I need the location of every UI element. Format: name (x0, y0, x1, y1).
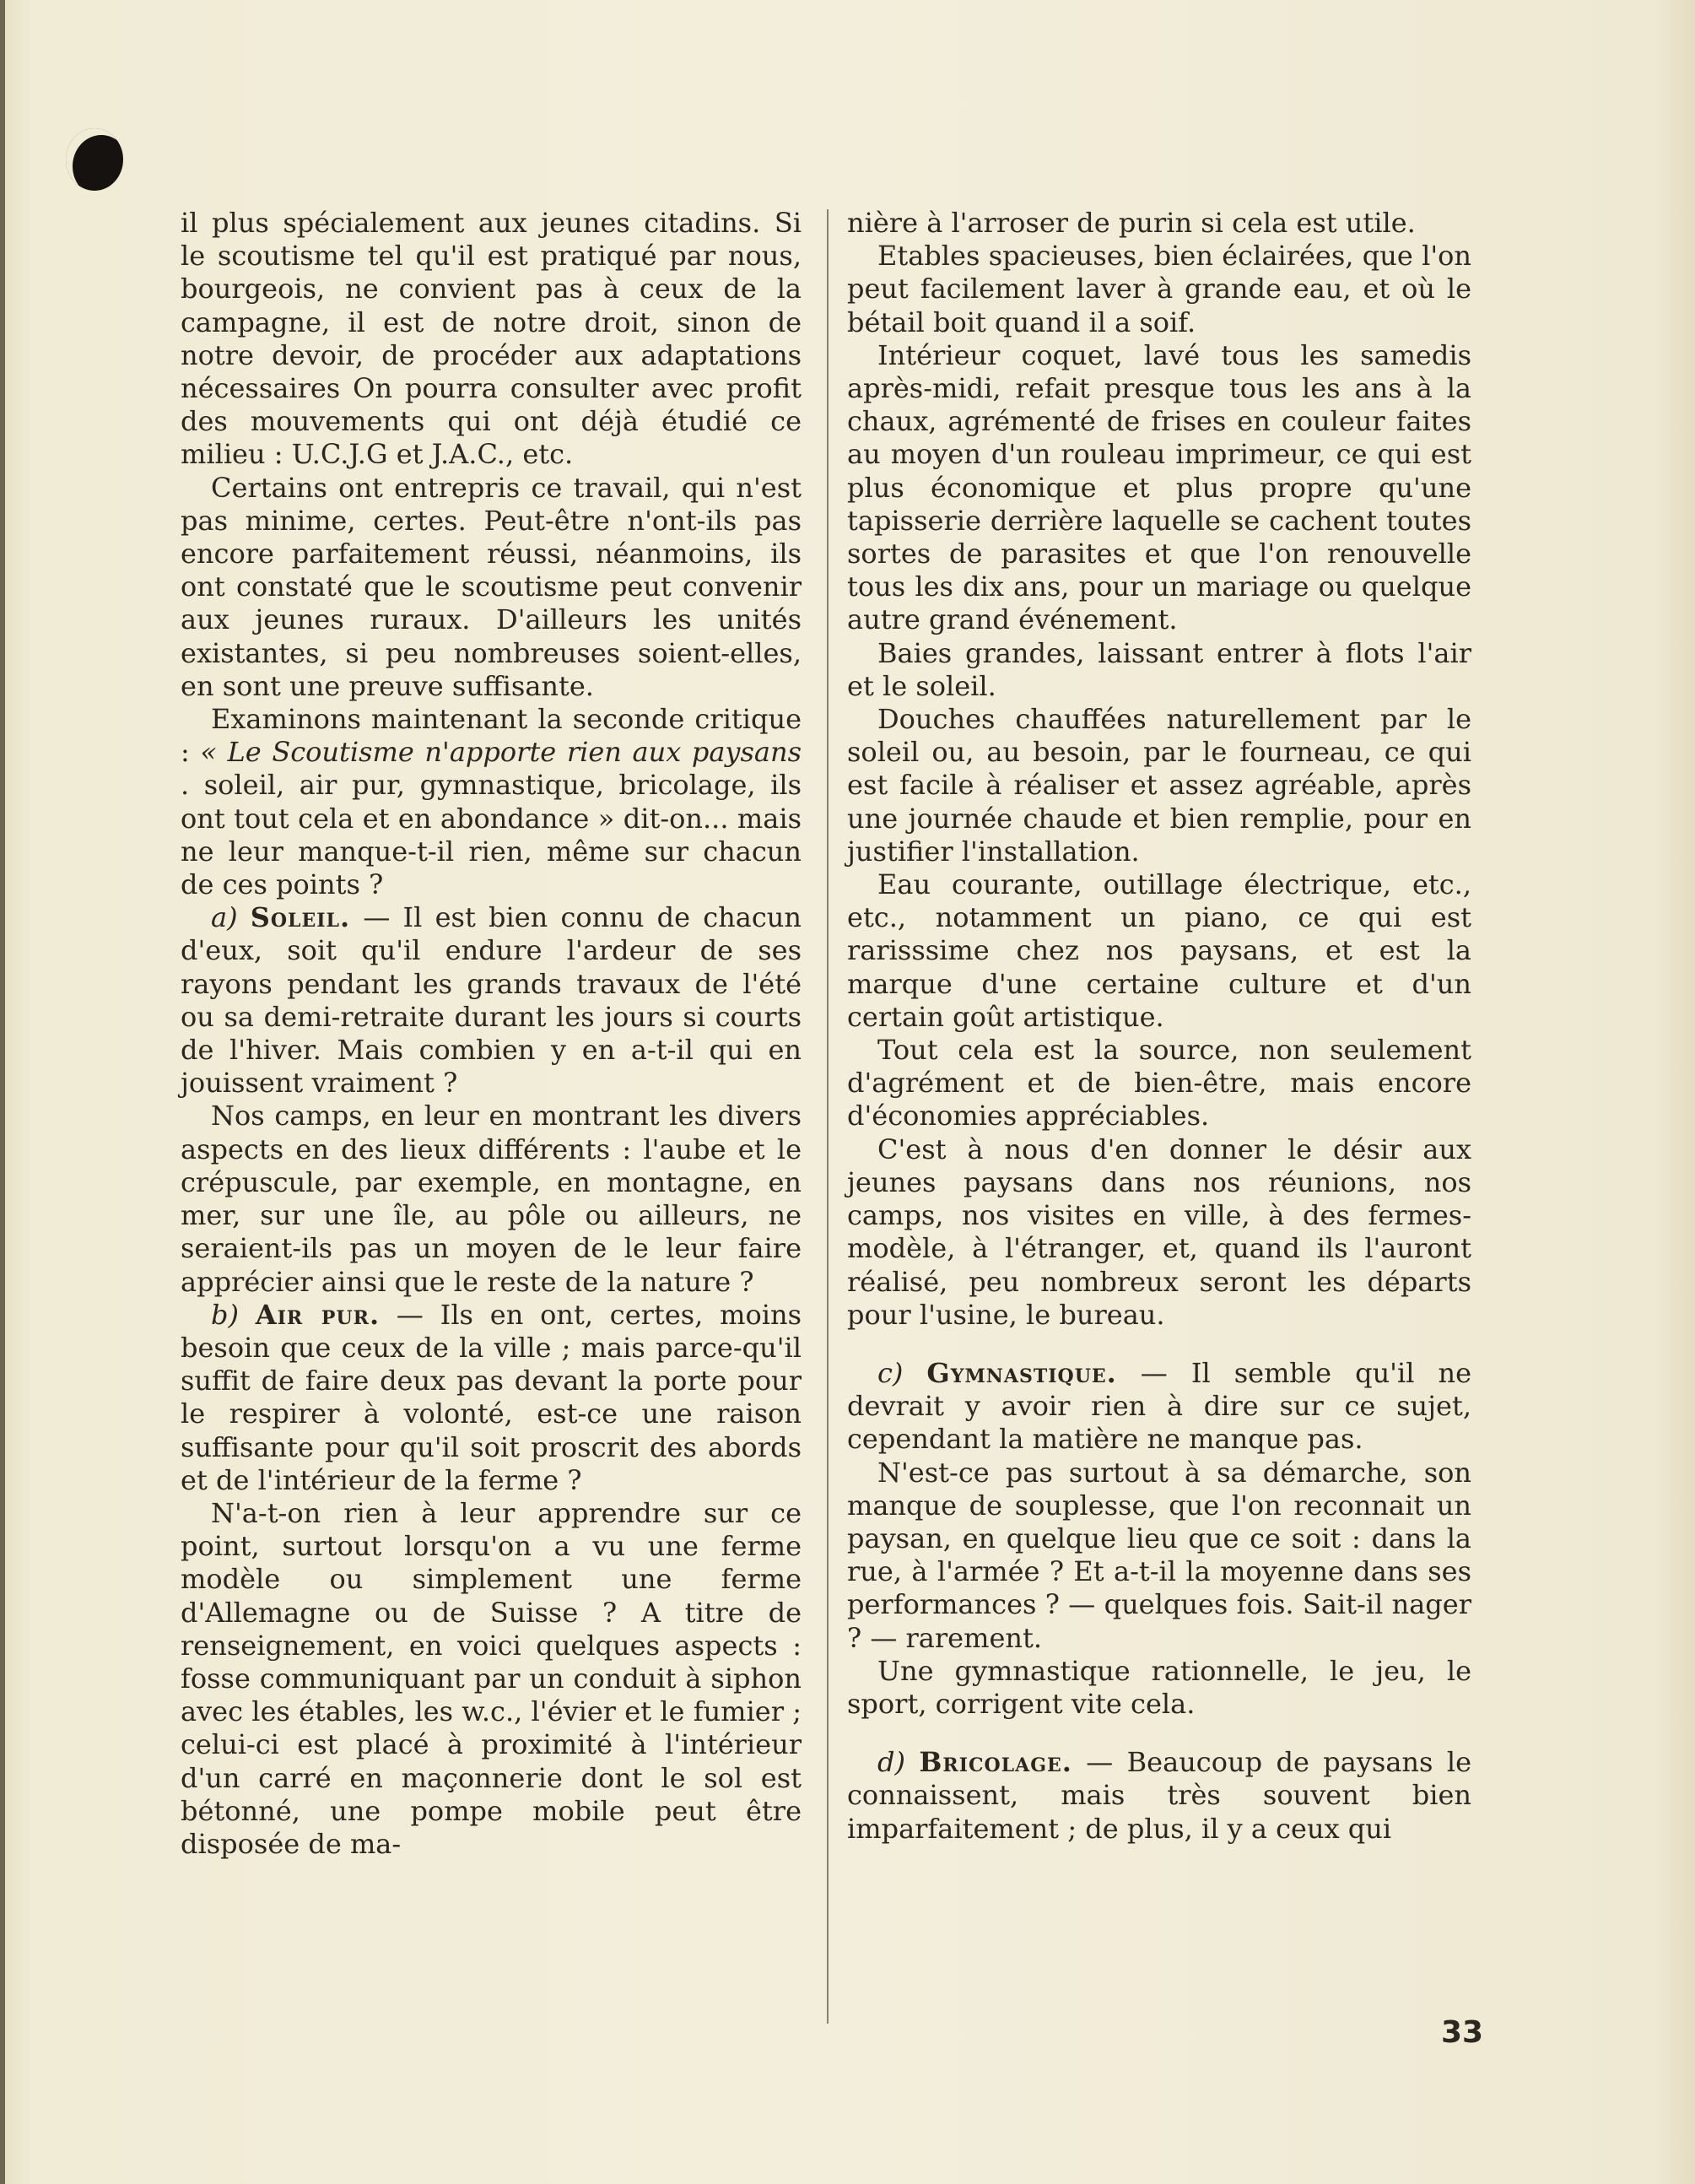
italic-quote: « Le Scoutisme n'apporte rien aux paysans (200, 736, 802, 769)
section-soleil (181, 901, 802, 1100)
section-heading: Gymnastique. (926, 1356, 1117, 1389)
paragraph: C'est à nous d'en donner le désir aux jeunes paysans dans nos réunions, nos camps, nos visites en ville, à des fermes-modèle, à l'étranger, et, quand ils l'auront réalisé, peu nombreux seront les départs pour l'usine, le bureau. (847, 1133, 1471, 1331)
text-run: . soleil, air pur, gymnastique, bricolage, ils ont tout cela et en abondance » dit-on... mais ne leur manque-t-il rien, même sur chacun de ces points ? (181, 769, 802, 901)
paragraph: Intérieur coquet, lavé tous les samedis après-midi, refait presque tous les ans à la chaux, agrémenté de frises en couleur faites au moyen d'un rouleau imprimeur, ce qui est plus économique et plus propre qu'une tapisserie derrière laquelle se cachent toutes sortes de parasites et que l'on renouvelle tous les dix ans, pour un mariage ou quelque autre grand événement. (847, 338, 1471, 636)
section-letter: a) (211, 901, 238, 934)
section-gymnastique (847, 1357, 1471, 1457)
section-heading: Air pur. (255, 1298, 381, 1331)
section-letter: d) (877, 1746, 905, 1779)
right-column (847, 207, 1471, 1846)
paragraph: Etables spacieuses, bien éclairées, que l'on peut facilement laver à grande eau, et où le bétail boit quand il a soif. (847, 240, 1471, 338)
column-divider (827, 209, 829, 2024)
text-run: — Il semble qu'il ne devrait y avoir rien à dire sur ce sujet, cependant la matière ne manque pas. (847, 1356, 1472, 1456)
page-left-edge (0, 0, 5, 2184)
paragraph: Tout cela est la source, non seulement d'agrément et de bien-être, mais encore d'économies appréciables. (847, 1034, 1471, 1133)
section-heading: Soleil. (250, 901, 351, 934)
text-run: — Il est bien connu de chacun d'eux, soit qu'il endure l'ardeur de ses rayons pendant les grands travaux de l'été ou sa demi-retraite durant les jours si courts de l'hiver. Mais combien y en a-t-il qui en jouissent vraiment ? (181, 901, 802, 1100)
section-bricolage (847, 1746, 1471, 1846)
text-run: — Beaucoup de paysans le connaissent, mais très souvent bien imparfaitement ; de plus, il y a ceux qui (847, 1746, 1472, 1845)
paragraph: Douches chauffées naturellement par le soleil ou, au besoin, par le fourneau, ce qui est facile à réaliser et assez agréable, après une journée chaude et bien remplie, pour en justifier l'installation. (847, 703, 1471, 868)
page-number: 33 (1441, 2015, 1484, 2050)
paragraph: nière à l'arroser de purin si cela est utile. (847, 207, 1416, 239)
paragraph: il plus spécialement aux jeunes citadins. Si le scoutisme tel qu'il est pratiqué par nous, bourgeois, ne convient pas à ceux de la campagne, il est de notre droit, sinon de notre devoir, de procéder aux adaptations nécessaires On pourra consulter avec profit des mouvements qui ont déjà étudié ce milieu : U.C.J.G et J.A.C., etc. (181, 207, 802, 471)
section-air-pur (181, 1299, 802, 1497)
text-run: — Ils en ont, certes, moins besoin que ceux de la ville ; mais parce-qu'il suffit de faire deux pas devant la porte pour le respirer à volonté, est-ce une raison suffisante pour qu'il soit proscrit des abords et de l'intérieur de la ferme ? (181, 1298, 802, 1496)
paragraph: Une gymnastique rationnelle, le jeu, le sport, corrigent vite cela. (847, 1654, 1471, 1720)
paragraph: N'a-t-on rien à leur apprendre sur ce point, surtout lorsqu'on a vu une ferme modèle ou simplement une ferme d'Allemagne ou de Suisse ? A titre de renseignement, en voici quelques aspects : fosse communiquant par un conduit à siphon avec les étables, les w.c., l'évier et le fumier ; celui-ci est placé à proximité à l'intérieur d'un carré en maçonnerie dont le sol est bétonné, une pompe mobile peut être disposée de ma- (181, 1496, 802, 1860)
paragraph: Certains ont entrepris ce travail, qui n'est pas minime, certes. Peut-être n'ont-ils pas encore parfaitement réussi, néanmoins, ils ont constaté que le scoutisme peut convenir aux jeunes ruraux. D'ailleurs les unités existantes, si peu nombreuses soient-elles, en sont une preuve suffisante. (181, 471, 802, 702)
text-run: Examinons maintenant la seconde critique : (181, 703, 802, 769)
paragraph: Eau courante, outillage électrique, etc., etc., notamment un piano, ce qui est rarisssime chez nos paysans, et est la marque d'une certaine culture et d'un certain goût artistique. (847, 868, 1471, 1033)
paragraph: Nos camps, en leur en montrant les divers aspects en des lieux différents : l'aube et le crépuscule, par exemple, en montagne, en mer, sur une île, au pôle ou ailleurs, ne seraient-ils pas un moyen de le leur faire apprécier ainsi que le reste de la nature ? (181, 1100, 802, 1298)
section-letter: b) (211, 1298, 239, 1331)
paragraph: N'est-ce pas surtout à sa démarche, son manque de souplesse, que l'on reconnait un paysan, en quelque lieu que ce soit : dans la rue, à l'armée ? Et a-t-il la moyenne dans ses performances ? — quelques fois. Sait-il nager ? — rarement. (847, 1456, 1471, 1654)
section-letter: c) (877, 1356, 904, 1389)
section-heading: Bricolage. (919, 1746, 1072, 1779)
left-column (181, 207, 802, 1861)
punch-hole (66, 128, 123, 191)
paragraph: Baies grandes, laissant entrer à flots l'air et le soleil. (847, 636, 1471, 702)
paragraph (181, 703, 802, 901)
